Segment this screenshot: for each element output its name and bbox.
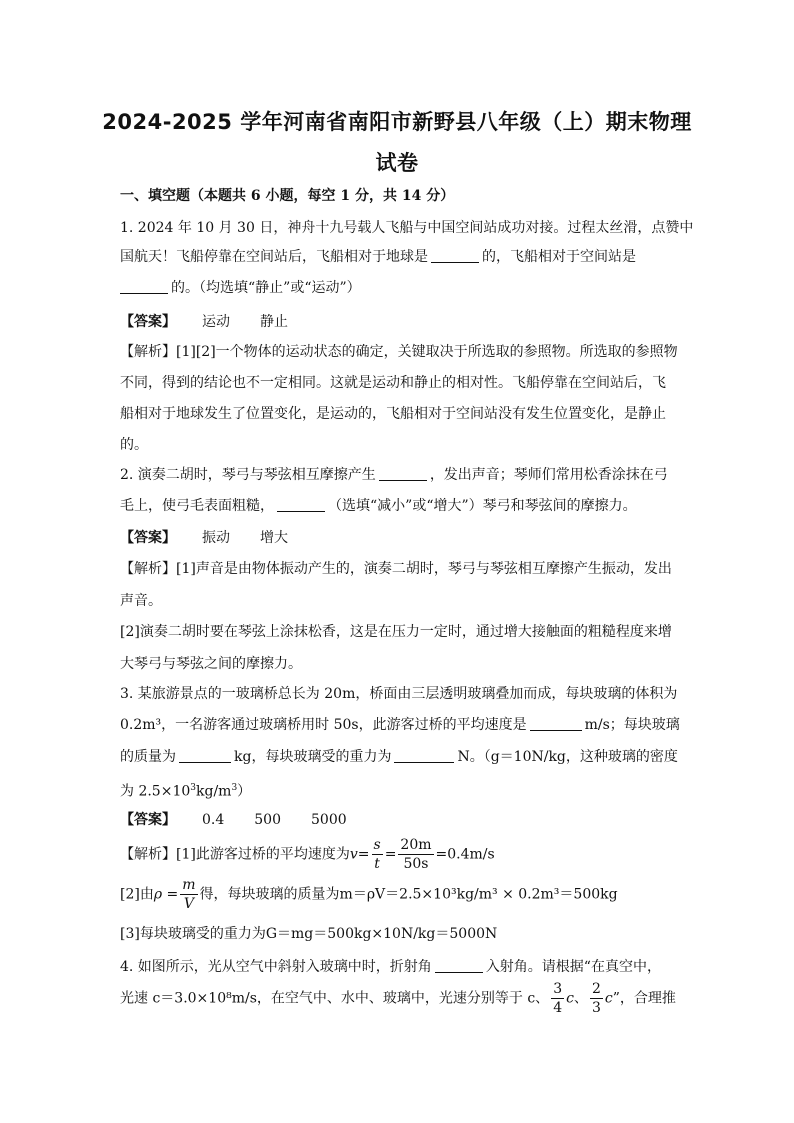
q3-line3-text-a: 的质量为: [120, 749, 176, 765]
q2-analysis-2: 声音。: [120, 593, 162, 609]
answer-label: 【答案】: [120, 314, 176, 330]
answer-label: 【答案】: [120, 812, 176, 828]
q4-line1-text-b: 入射角。请根据“在真空中，: [485, 959, 661, 975]
q1-analysis-3: 船相对于地球发生了位置变化，是运动的，飞船相对于空间站没有发生位置变化，是静止: [120, 406, 666, 422]
q2-answer: [120, 529, 680, 547]
q2-answer-2: 增大: [260, 530, 288, 546]
velocity-symbol: v: [349, 846, 358, 863]
fraction-numerator: m: [182, 877, 196, 893]
q3-answer: [120, 811, 680, 829]
equals-sign: =: [384, 846, 397, 863]
q3-line4: [120, 779, 680, 801]
fraction-denominator: t: [374, 856, 380, 872]
q3-line4-text-a: 为 2.5×10: [120, 783, 191, 800]
answer-label: 【答案】: [120, 530, 176, 546]
q3-line2-text-a: 0.2m³，一名游客通过玻璃桥用时 50s，此游客过桥的平均速度是: [120, 717, 527, 733]
q3-line2: [120, 716, 680, 734]
exam-title-line2: 试卷: [375, 151, 419, 175]
q4-line2-end: ”，合理推: [612, 990, 676, 1007]
fraction-three-quarters: [551, 980, 564, 1017]
q4-line1: [120, 958, 680, 976]
q3-line2-text-b: m/s；每块玻璃: [584, 717, 680, 733]
fraction-s-over-t: [372, 836, 383, 873]
q3-line4-text-c: ）: [237, 783, 252, 800]
q4-line1-text-a: 4. 如图所示，光从空气中斜射入玻璃中时，折射角: [120, 959, 432, 975]
fraction-numerator: 2: [591, 981, 601, 997]
q2-blank-2: [277, 498, 325, 512]
q3-analysis-1: [120, 836, 680, 876]
q2-line2: [120, 497, 680, 515]
q1-answer-1: 运动: [202, 314, 230, 330]
section-heading: 一、填空题（本题共 6 小题，每空 1 分，共 14 分）: [120, 188, 455, 204]
q2-line1-text-a: 2. 演奏二胡时，琴弓与琴弦相互摩擦产生: [120, 467, 376, 483]
q1-line3: [120, 279, 680, 297]
q1-line1: 1. 2024 年 10 月 30 日，神舟十九号载人飞船与中国空间站成功对接。过程太丝滑，点赞中: [120, 220, 694, 236]
q3-answer-1: 0.4: [202, 812, 225, 828]
q1-line2: [120, 248, 680, 266]
q2-line1: [120, 466, 680, 484]
q3-line3-text-c: N。（g＝10N/kg，这种玻璃的密度: [457, 749, 678, 765]
q2-analysis-1: 【解析】[1]声音是由物体振动产生的，演奏二胡时，琴弓与琴弦相互摩擦产生振动，发出: [120, 561, 672, 577]
q2-analysis-3: [2]演奏二胡时要在琴弦上涂抹松香，这是在压力一定时，通过增大接触面的粗糙程度来增: [120, 624, 672, 640]
light-speed-symbol: c: [566, 990, 574, 1007]
q2-line2-text-a: 毛上，使弓毛表面粗糙，: [120, 498, 274, 514]
q1-line3-text: 的。（均选填“静止”或“运动”）: [171, 280, 361, 296]
q3-line4-sup-2: 3: [231, 783, 238, 793]
fraction-denominator: V: [183, 896, 194, 912]
q4-blank-1: [435, 959, 483, 973]
q1-line2-text-b: 的，飞船相对于空间站是: [482, 249, 636, 265]
q2-analysis-4: 大琴弓与琴弦之间的摩擦力。: [120, 656, 302, 672]
q3-blank-3: [394, 749, 454, 763]
q3-answer-2: 500: [254, 812, 281, 828]
q3-line4-text-b: kg/m: [196, 783, 232, 800]
fraction-m-over-v: [180, 876, 197, 913]
q1-answer: [120, 313, 680, 331]
q2-answer-1: 振动: [202, 530, 230, 546]
q2-blank-1: [379, 467, 427, 481]
q4-line2: [120, 980, 680, 1022]
fraction-denominator: 50s: [403, 856, 429, 872]
q3-analysis1-text: 【解析】[1]此游客过桥的平均速度为: [120, 846, 350, 863]
fraction-denominator: 3: [591, 1000, 601, 1016]
q2-line1-text-b: ，发出声音；琴师们常用松香涂抹在弓: [429, 467, 668, 483]
q3-line1: 3. 某旅游景点的一玻璃桥总长为 20m，桥面由三层透明玻璃叠加而成，每块玻璃的体积为: [120, 686, 678, 702]
equals-sign: =: [357, 846, 370, 863]
q3-blank-2: [179, 749, 231, 763]
density-symbol: ρ =: [153, 886, 179, 903]
q1-analysis-2: 不同，得到的结论也不一定相同。这就是运动和静止的相对性。飞船停靠在空间站后，飞: [120, 375, 666, 391]
q1-blank-1: [431, 249, 479, 263]
q3-answer-3: 5000: [311, 812, 347, 828]
q1-analysis-4: 的。: [120, 437, 148, 453]
q3-analysis1-result: =0.4m/s: [435, 846, 495, 863]
separator: 、: [573, 990, 588, 1007]
q3-analysis-3: [3]每块玻璃受的重力为G＝mg＝500kg×10N/kg＝5000N: [120, 926, 498, 942]
q2-line2-text-b: （选填“减小”或“增大”）琴弓和琴弦间的摩擦力。: [328, 498, 637, 514]
q1-line2-text-a: 国航天！飞船停靠在空间站后，飞船相对于地球是: [120, 249, 428, 265]
q3-analysis2-result: 得，每块玻璃的质量为m＝ρV＝2.5×10³kg/m³ × 0.2m³＝500kg: [199, 886, 618, 903]
q3-line3-text-b: kg，每块玻璃受的重力为: [234, 749, 392, 765]
fraction-denominator: 4: [553, 1000, 563, 1016]
q3-blank-1: [530, 717, 582, 731]
q3-line3: [120, 748, 680, 766]
q4-line2-text: 光速 c＝3.0×10⁸m/s，在空气中、水中、玻璃中，光速分别等于 c、: [120, 990, 550, 1007]
fraction-numerator: 3: [553, 981, 563, 997]
fraction-20m-over-50s: [398, 836, 433, 873]
fraction-numerator: 20m: [400, 837, 432, 853]
q1-answer-2: 静止: [260, 314, 288, 330]
q1-blank-2: [120, 280, 168, 294]
light-speed-symbol: c: [604, 990, 613, 1007]
exam-title-line1: 2024-2025 学年河南省南阳市新野县八年级（上）期末物理: [102, 110, 692, 134]
q3-line4-sup-1: 3: [190, 783, 196, 793]
fraction-two-thirds: [590, 980, 603, 1017]
q3-analysis-2: [120, 876, 680, 916]
q1-analysis-1: 【解析】[1][2]一个物体的运动状态的确定，关键取决于所选取的参照物。所选取的参照物: [120, 344, 678, 360]
fraction-numerator: s: [373, 837, 381, 853]
q3-analysis2-text: [2]由: [120, 886, 154, 903]
